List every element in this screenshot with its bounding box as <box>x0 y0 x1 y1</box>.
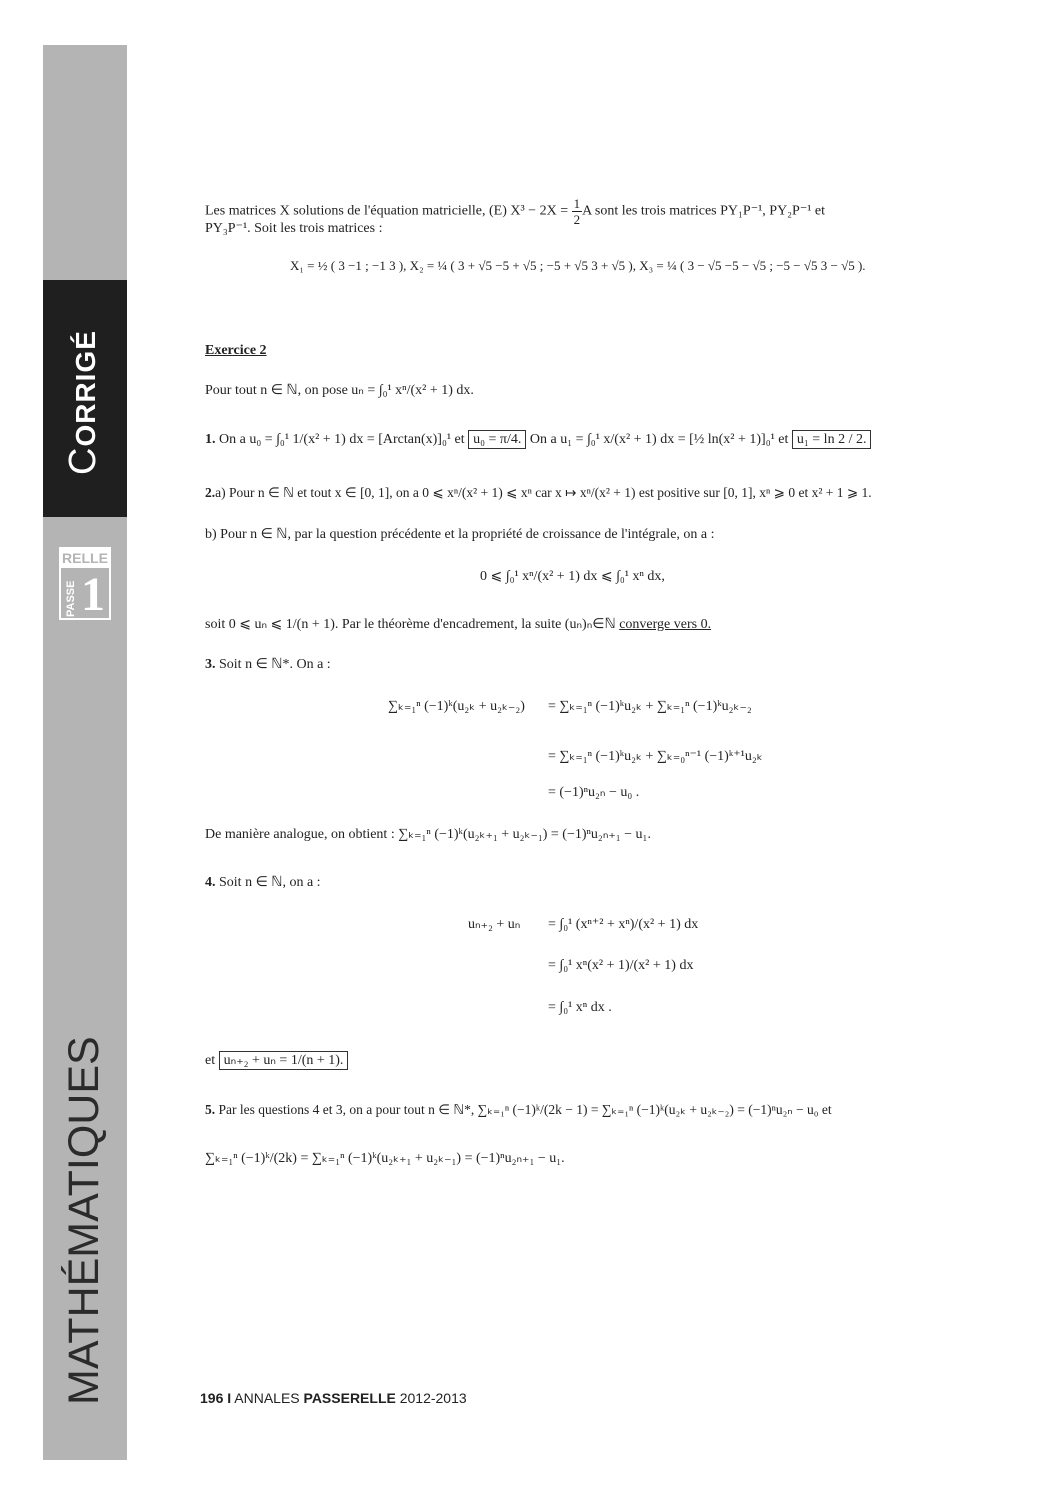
page-footer: 196 I ANNALES PASSERELLE 2012-2013 <box>200 1390 467 1406</box>
answer-box-u1: u₁ = ln 2 / 2. <box>792 430 872 449</box>
corrige-label: CORRIGÉ <box>62 330 104 475</box>
page-number: 196 <box>200 1390 224 1406</box>
question-5-line-2: ∑ₖ₌₁ⁿ (−1)ᵏ/(2k) = ∑ₖ₌₁ⁿ (−1)ᵏ(u₂ₖ₊₁ + u₂ₖ₋₁) = (−1)ⁿu₂ₙ₊₁ − u₁. <box>205 1151 565 1166</box>
q3-eq1-left: ∑ₖ₌₁ⁿ (−1)ᵏ(u₂ₖ + u₂ₖ₋₂) <box>388 699 525 714</box>
q3-eq1-right: = ∑ₖ₌₁ⁿ (−1)ᵏu₂ₖ + ∑ₖ₌₁ⁿ (−1)ᵏu₂ₖ₋₂ <box>548 699 752 714</box>
question-2b-equation: 0 ⩽ ∫₀¹ xⁿ/(x² + 1) dx ⩽ ∫₀¹ xⁿ dx, <box>480 569 665 584</box>
exercise-title: Exercice 2 <box>205 343 267 358</box>
q4-eq3-right: = ∫₀¹ xⁿ dx . <box>548 1000 612 1015</box>
question-4: 4. Soit n ∈ ℕ, on a : <box>205 875 321 890</box>
subject-title: MATHÉMATIQUES <box>60 1036 108 1405</box>
q3-eq3-right: = (−1)ⁿu₂ₙ − u₀ . <box>548 785 640 800</box>
exercise-definition: Pour tout n ∈ ℕ, on pose uₙ = ∫₀¹ xⁿ/(x² + 1) dx. <box>205 383 474 398</box>
question-2b-conclusion: soit 0 ⩽ uₙ ⩽ 1/(n + 1). Par le théorème d'encadrement, la suite (uₙ)ₙ∈ℕ converge vers 0. <box>205 617 712 632</box>
question-1: 1. On a u₀ = ∫₀¹ 1/(x² + 1) dx = [Arctan(x)]₀¹ et u₀ = π/4. On a u₁ = ∫₀¹ x/(x² + 1) dx = [½ ln(x² + 1)]₀¹ et u₁ = ln 2 / 2. <box>205 432 871 448</box>
question-2a: 2.a) Pour n ∈ ℕ et tout x ∈ [0, 1], on a 0 ⩽ xⁿ/(x² + 1) ⩽ xⁿ car x ↦ xⁿ/(x² + 1) est positive sur [0, 1], xⁿ ⩾ 0 et x² + 1 ⩾ 1. <box>205 485 872 500</box>
question-4-conclusion: et uₙ₊₂ + uₙ = 1/(n + 1). <box>205 1052 348 1069</box>
q3-eq2-right: = ∑ₖ₌₁ⁿ (−1)ᵏu₂ₖ + ∑ₖ₌₀ⁿ⁻¹ (−1)ᵏ⁺¹u₂ₖ <box>548 749 763 764</box>
intro-matrices: X₁ = ½ ( 3 −1 ; −1 3 ), X₂ = ¼ ( 3 + √5 −5 + √5 ; −5 + √5 3 + √5 ), X₃ = ¼ ( 3 − √5 −5 − √5 ; −5 − √5 3 − √5 ). <box>290 258 866 273</box>
intro-line-2: PY₃P⁻¹. Soit les trois matrices : <box>205 221 383 236</box>
q4-eq1-right: = ∫₀¹ (xⁿ⁺² + xⁿ)/(x² + 1) dx <box>548 917 699 932</box>
q4-eq1-left: uₙ₊₂ + uₙ <box>468 917 521 932</box>
passerelle-logo <box>59 547 111 620</box>
question-3-analog: De manière analogue, on obtient : ∑ₖ₌₁ⁿ (−1)ᵏ(u₂ₖ₊₁ + u₂ₖ₋₁) = (−1)ⁿu₂ₙ₊₁ − u₁. <box>205 827 651 842</box>
logo-number: 1 <box>81 568 105 621</box>
question-3: 3. Soit n ∈ ℕ*. On a : <box>205 657 331 672</box>
answer-box-q4: uₙ₊₂ + uₙ = 1/(n + 1). <box>219 1051 349 1070</box>
logo-side-text: PASSE <box>65 580 77 617</box>
logo-top-text: RELLE <box>62 550 108 566</box>
question-5-line-1: 5. Par les questions 4 et 3, on a pour tout n ∈ ℕ*, ∑ₖ₌₁ⁿ (−1)ᵏ/(2k − 1) = ∑ₖ₌₁ⁿ (−1)ᵏ(u₂ₖ + u₂ₖ₋₂) = (−1)ⁿu₂ₙ − u₀ et <box>205 1102 832 1117</box>
q4-eq2-right: = ∫₀¹ xⁿ(x² + 1)/(x² + 1) dx <box>548 958 694 973</box>
intro-line-1: Les matrices X solutions de l'équation matricielle, (E) X³ − 2X = $\frac{1}{2}$ A sont les trois matrices PY₁P⁻¹, PY₂P⁻¹ et <box>205 196 826 227</box>
question-2b: b) Pour n ∈ ℕ, par la question précédente et la propriété de croissance de l'intégrale, on a : <box>205 527 715 542</box>
answer-box-u0: u₀ = π/4. <box>468 430 526 449</box>
